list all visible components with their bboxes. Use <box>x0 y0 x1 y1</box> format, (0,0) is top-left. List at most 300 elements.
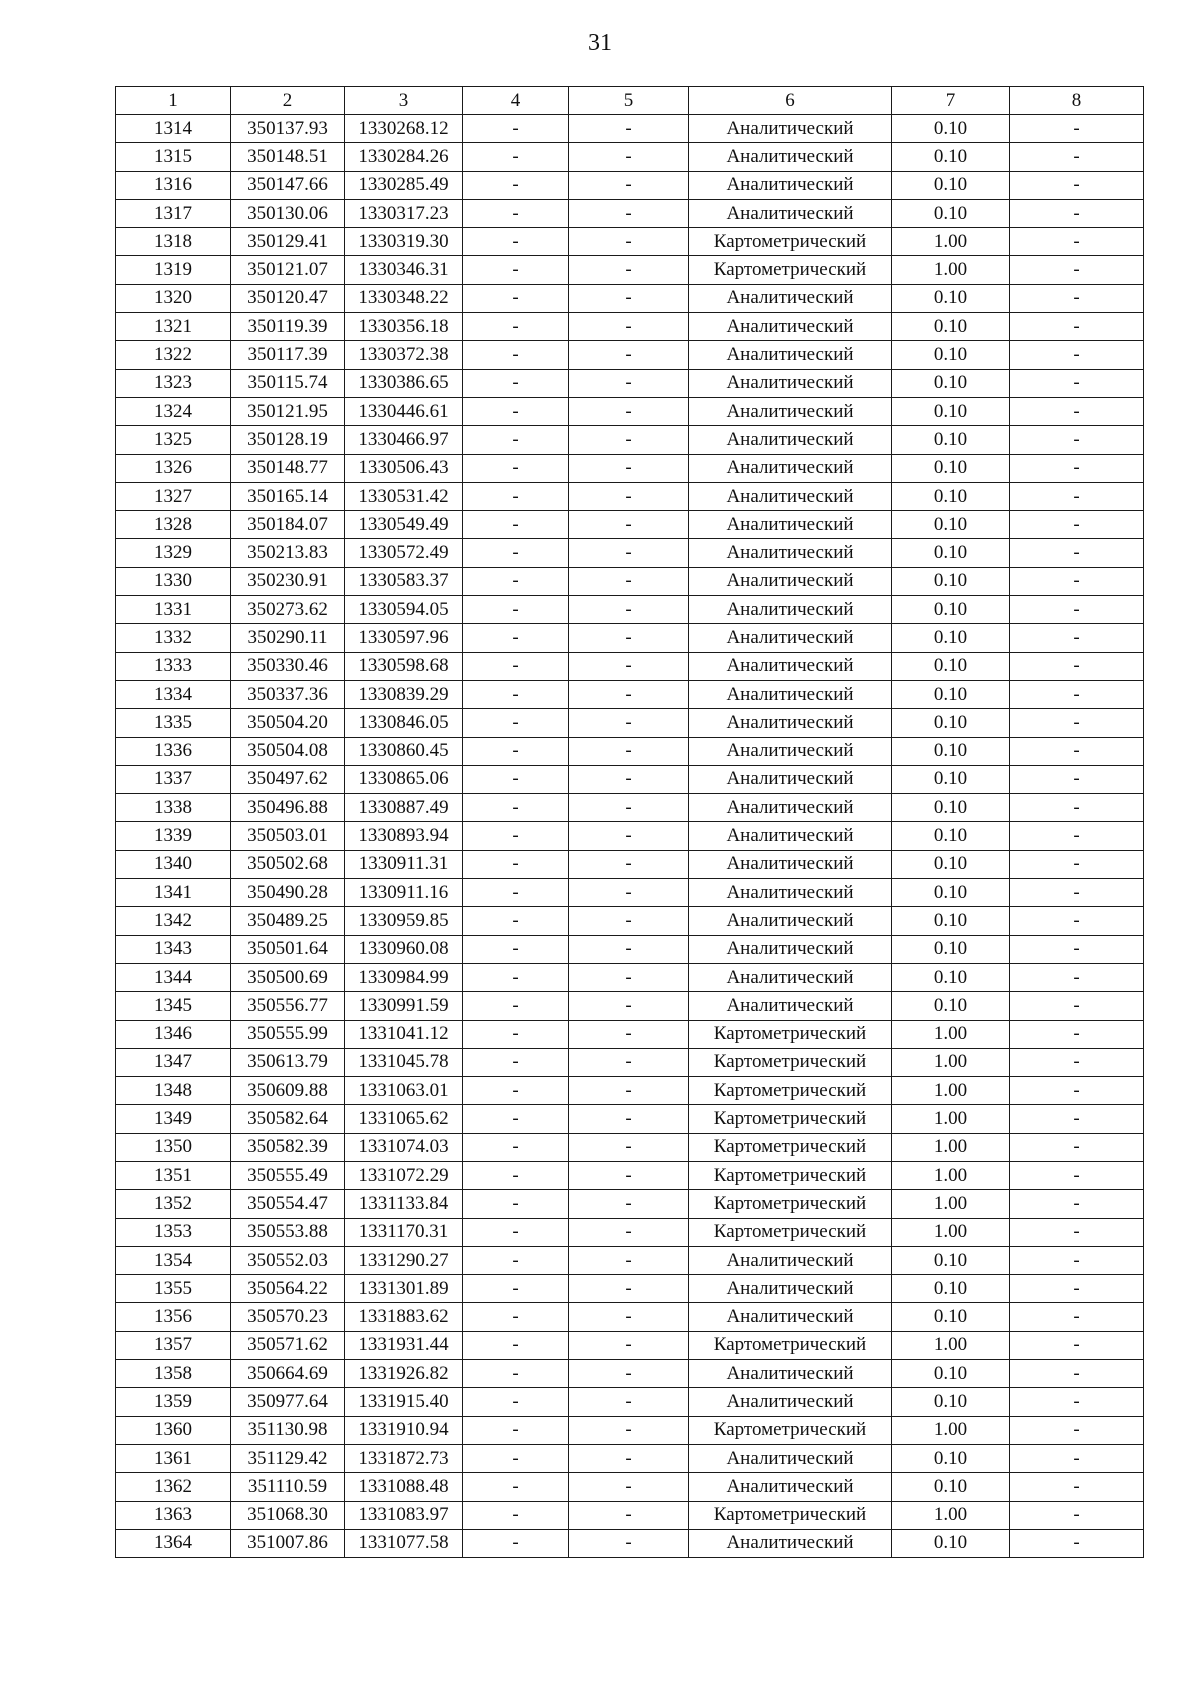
accuracy-cell: 0.10 <box>892 369 1010 397</box>
col4-cell: - <box>463 1303 569 1331</box>
y-coordinate-cell: 1331910.94 <box>345 1416 463 1444</box>
y-coordinate-cell: 1330960.08 <box>345 935 463 963</box>
y-coordinate-cell: 1331083.97 <box>345 1501 463 1529</box>
y-coordinate-cell: 1331301.89 <box>345 1275 463 1303</box>
table-row <box>116 115 1144 143</box>
col5-cell: - <box>569 115 689 143</box>
col5-cell: - <box>569 1444 689 1472</box>
y-coordinate-cell: 1330865.06 <box>345 765 463 793</box>
col4-cell: - <box>463 680 569 708</box>
method-cell: Аналитический <box>689 709 892 737</box>
y-coordinate-cell: 1330911.16 <box>345 879 463 907</box>
y-coordinate-cell: 1330991.59 <box>345 992 463 1020</box>
point-number-cell: 1315 <box>116 143 231 171</box>
accuracy-cell: 0.10 <box>892 313 1010 341</box>
y-coordinate-cell: 1330506.43 <box>345 454 463 482</box>
y-coordinate-cell: 1331045.78 <box>345 1048 463 1076</box>
x-coordinate-cell: 350582.64 <box>231 1105 345 1133</box>
col4-cell: - <box>463 652 569 680</box>
col4-cell: - <box>463 1020 569 1048</box>
accuracy-cell: 1.00 <box>892 256 1010 284</box>
y-coordinate-cell: 1331041.12 <box>345 1020 463 1048</box>
col8-cell: - <box>1010 596 1144 624</box>
method-cell: Картометрический <box>689 1190 892 1218</box>
method-cell: Картометрический <box>689 1133 892 1161</box>
col8-cell: - <box>1010 935 1144 963</box>
y-coordinate-cell: 1330893.94 <box>345 822 463 850</box>
accuracy-cell: 1.00 <box>892 1105 1010 1133</box>
point-number-cell: 1332 <box>116 624 231 652</box>
accuracy-cell: 1.00 <box>892 1133 1010 1161</box>
table-row <box>116 822 1144 850</box>
accuracy-cell: 1.00 <box>892 1161 1010 1189</box>
method-cell: Аналитический <box>689 794 892 822</box>
col5-cell: - <box>569 624 689 652</box>
col5-cell: - <box>569 963 689 991</box>
col5-cell: - <box>569 1331 689 1359</box>
method-cell: Картометрический <box>689 1105 892 1133</box>
accuracy-cell: 0.10 <box>892 539 1010 567</box>
x-coordinate-cell: 350213.83 <box>231 539 345 567</box>
col4-cell: - <box>463 199 569 227</box>
col8-cell: - <box>1010 1360 1144 1388</box>
table-row <box>116 1388 1144 1416</box>
point-number-cell: 1361 <box>116 1444 231 1472</box>
col8-cell: - <box>1010 1303 1144 1331</box>
accuracy-cell: 0.10 <box>892 1473 1010 1501</box>
col5-cell: - <box>569 567 689 595</box>
col4-cell: - <box>463 822 569 850</box>
table-row <box>116 1473 1144 1501</box>
accuracy-cell: 0.10 <box>892 709 1010 737</box>
col5-cell: - <box>569 1048 689 1076</box>
x-coordinate-cell: 350148.77 <box>231 454 345 482</box>
point-number-cell: 1359 <box>116 1388 231 1416</box>
table-row <box>116 284 1144 312</box>
y-coordinate-cell: 1330284.26 <box>345 143 463 171</box>
table-row <box>116 879 1144 907</box>
col5-cell: - <box>569 1473 689 1501</box>
accuracy-cell: 1.00 <box>892 1218 1010 1246</box>
x-coordinate-cell: 351068.30 <box>231 1501 345 1529</box>
y-coordinate-cell: 1330285.49 <box>345 171 463 199</box>
x-coordinate-cell: 350128.19 <box>231 426 345 454</box>
accuracy-cell: 0.10 <box>892 822 1010 850</box>
accuracy-cell: 1.00 <box>892 228 1010 256</box>
accuracy-cell: 0.10 <box>892 737 1010 765</box>
method-cell: Аналитический <box>689 369 892 397</box>
col8-cell: - <box>1010 624 1144 652</box>
accuracy-cell: 0.10 <box>892 482 1010 510</box>
method-cell: Аналитический <box>689 1360 892 1388</box>
x-coordinate-cell: 350147.66 <box>231 171 345 199</box>
col5-cell: - <box>569 1360 689 1388</box>
col5-cell: - <box>569 907 689 935</box>
col4-cell: - <box>463 1501 569 1529</box>
col4-cell: - <box>463 171 569 199</box>
accuracy-cell: 1.00 <box>892 1501 1010 1529</box>
col4-cell: - <box>463 1133 569 1161</box>
col5-cell: - <box>569 1388 689 1416</box>
x-coordinate-cell: 350120.47 <box>231 284 345 312</box>
method-cell: Аналитический <box>689 1444 892 1472</box>
table-body <box>116 115 1144 1558</box>
method-cell: Аналитический <box>689 482 892 510</box>
y-coordinate-cell: 1330594.05 <box>345 596 463 624</box>
col8-cell: - <box>1010 1133 1144 1161</box>
col5-cell: - <box>569 765 689 793</box>
y-coordinate-cell: 1330572.49 <box>345 539 463 567</box>
point-number-cell: 1320 <box>116 284 231 312</box>
col8-cell: - <box>1010 313 1144 341</box>
x-coordinate-cell: 350496.88 <box>231 794 345 822</box>
col5-cell: - <box>569 1246 689 1274</box>
col5-cell: - <box>569 199 689 227</box>
col4-cell: - <box>463 709 569 737</box>
point-number-cell: 1314 <box>116 115 231 143</box>
table-row <box>116 1218 1144 1246</box>
method-cell: Аналитический <box>689 596 892 624</box>
accuracy-cell: 0.10 <box>892 680 1010 708</box>
point-number-cell: 1316 <box>116 171 231 199</box>
table-row <box>116 1444 1144 1472</box>
point-number-cell: 1333 <box>116 652 231 680</box>
col4-cell: - <box>463 1388 569 1416</box>
x-coordinate-cell: 350121.95 <box>231 397 345 425</box>
table-row <box>116 171 1144 199</box>
y-coordinate-cell: 1331077.58 <box>345 1529 463 1557</box>
col5-cell: - <box>569 709 689 737</box>
table-row <box>116 228 1144 256</box>
column-header: 3 <box>345 87 463 115</box>
method-cell: Аналитический <box>689 171 892 199</box>
method-cell: Аналитический <box>689 879 892 907</box>
table-row <box>116 341 1144 369</box>
x-coordinate-cell: 350502.68 <box>231 850 345 878</box>
x-coordinate-cell: 350564.22 <box>231 1275 345 1303</box>
col4-cell: - <box>463 963 569 991</box>
column-header: 8 <box>1010 87 1144 115</box>
col4-cell: - <box>463 511 569 539</box>
table-row <box>116 1416 1144 1444</box>
method-cell: Картометрический <box>689 1048 892 1076</box>
table-row <box>116 369 1144 397</box>
table-row <box>116 313 1144 341</box>
accuracy-cell: 0.10 <box>892 397 1010 425</box>
method-cell: Картометрический <box>689 1416 892 1444</box>
accuracy-cell: 0.10 <box>892 935 1010 963</box>
accuracy-cell: 1.00 <box>892 1020 1010 1048</box>
col5-cell: - <box>569 992 689 1020</box>
col5-cell: - <box>569 228 689 256</box>
col5-cell: - <box>569 313 689 341</box>
col4-cell: - <box>463 765 569 793</box>
col8-cell: - <box>1010 1275 1144 1303</box>
y-coordinate-cell: 1330356.18 <box>345 313 463 341</box>
x-coordinate-cell: 350555.49 <box>231 1161 345 1189</box>
point-number-cell: 1321 <box>116 313 231 341</box>
point-number-cell: 1356 <box>116 1303 231 1331</box>
x-coordinate-cell: 350500.69 <box>231 963 345 991</box>
y-coordinate-cell: 1330839.29 <box>345 680 463 708</box>
y-coordinate-cell: 1330959.85 <box>345 907 463 935</box>
x-coordinate-cell: 350121.07 <box>231 256 345 284</box>
table-row <box>116 907 1144 935</box>
accuracy-cell: 0.10 <box>892 624 1010 652</box>
col5-cell: - <box>569 822 689 850</box>
col5-cell: - <box>569 1529 689 1557</box>
table-row <box>116 1020 1144 1048</box>
col8-cell: - <box>1010 992 1144 1020</box>
col4-cell: - <box>463 369 569 397</box>
point-number-cell: 1346 <box>116 1020 231 1048</box>
point-number-cell: 1349 <box>116 1105 231 1133</box>
y-coordinate-cell: 1331872.73 <box>345 1444 463 1472</box>
point-number-cell: 1345 <box>116 992 231 1020</box>
table-row <box>116 482 1144 510</box>
table-row <box>116 1246 1144 1274</box>
point-number-cell: 1355 <box>116 1275 231 1303</box>
method-cell: Картометрический <box>689 1020 892 1048</box>
method-cell: Аналитический <box>689 426 892 454</box>
y-coordinate-cell: 1330597.96 <box>345 624 463 652</box>
col5-cell: - <box>569 1133 689 1161</box>
point-number-cell: 1363 <box>116 1501 231 1529</box>
x-coordinate-cell: 350184.07 <box>231 511 345 539</box>
col8-cell: - <box>1010 143 1144 171</box>
y-coordinate-cell: 1331072.29 <box>345 1161 463 1189</box>
col8-cell: - <box>1010 567 1144 595</box>
point-number-cell: 1357 <box>116 1331 231 1359</box>
y-coordinate-cell: 1331088.48 <box>345 1473 463 1501</box>
point-number-cell: 1337 <box>116 765 231 793</box>
y-coordinate-cell: 1330317.23 <box>345 199 463 227</box>
table-row <box>116 765 1144 793</box>
point-number-cell: 1364 <box>116 1529 231 1557</box>
col4-cell: - <box>463 1529 569 1557</box>
y-coordinate-cell: 1330268.12 <box>345 115 463 143</box>
col4-cell: - <box>463 737 569 765</box>
point-number-cell: 1352 <box>116 1190 231 1218</box>
table-row <box>116 256 1144 284</box>
col8-cell: - <box>1010 907 1144 935</box>
col5-cell: - <box>569 284 689 312</box>
accuracy-cell: 0.10 <box>892 992 1010 1020</box>
accuracy-cell: 0.10 <box>892 284 1010 312</box>
method-cell: Аналитический <box>689 341 892 369</box>
x-coordinate-cell: 350230.91 <box>231 567 345 595</box>
col4-cell: - <box>463 482 569 510</box>
point-number-cell: 1347 <box>116 1048 231 1076</box>
col4-cell: - <box>463 794 569 822</box>
point-number-cell: 1354 <box>116 1246 231 1274</box>
accuracy-cell: 0.10 <box>892 596 1010 624</box>
method-cell: Картометрический <box>689 256 892 284</box>
col5-cell: - <box>569 256 689 284</box>
col5-cell: - <box>569 539 689 567</box>
accuracy-cell: 0.10 <box>892 1388 1010 1416</box>
col4-cell: - <box>463 426 569 454</box>
table-row <box>116 1077 1144 1105</box>
col4-cell: - <box>463 907 569 935</box>
accuracy-cell: 0.10 <box>892 1275 1010 1303</box>
method-cell: Аналитический <box>689 1388 892 1416</box>
col8-cell: - <box>1010 539 1144 567</box>
col4-cell: - <box>463 850 569 878</box>
method-cell: Картометрический <box>689 1501 892 1529</box>
point-number-cell: 1341 <box>116 879 231 907</box>
x-coordinate-cell: 351130.98 <box>231 1416 345 1444</box>
y-coordinate-cell: 1331931.44 <box>345 1331 463 1359</box>
y-coordinate-cell: 1331883.62 <box>345 1303 463 1331</box>
col4-cell: - <box>463 1360 569 1388</box>
x-coordinate-cell: 350117.39 <box>231 341 345 369</box>
col5-cell: - <box>569 171 689 199</box>
col8-cell: - <box>1010 284 1144 312</box>
col5-cell: - <box>569 426 689 454</box>
point-number-cell: 1339 <box>116 822 231 850</box>
x-coordinate-cell: 350556.77 <box>231 992 345 1020</box>
col8-cell: - <box>1010 1416 1144 1444</box>
point-number-cell: 1325 <box>116 426 231 454</box>
y-coordinate-cell: 1331133.84 <box>345 1190 463 1218</box>
col4-cell: - <box>463 256 569 284</box>
x-coordinate-cell: 350570.23 <box>231 1303 345 1331</box>
method-cell: Аналитический <box>689 680 892 708</box>
accuracy-cell: 0.10 <box>892 171 1010 199</box>
col4-cell: - <box>463 1218 569 1246</box>
method-cell: Картометрический <box>689 1331 892 1359</box>
x-coordinate-cell: 350504.20 <box>231 709 345 737</box>
accuracy-cell: 0.10 <box>892 567 1010 595</box>
col8-cell: - <box>1010 341 1144 369</box>
method-cell: Аналитический <box>689 1529 892 1557</box>
table-row <box>116 1161 1144 1189</box>
col4-cell: - <box>463 1416 569 1444</box>
page-number: 31 <box>588 30 612 56</box>
y-coordinate-cell: 1330372.38 <box>345 341 463 369</box>
point-number-cell: 1348 <box>116 1077 231 1105</box>
x-coordinate-cell: 350330.46 <box>231 652 345 680</box>
table-row <box>116 143 1144 171</box>
x-coordinate-cell: 350129.41 <box>231 228 345 256</box>
accuracy-cell: 0.10 <box>892 765 1010 793</box>
col5-cell: - <box>569 879 689 907</box>
point-number-cell: 1323 <box>116 369 231 397</box>
point-number-cell: 1353 <box>116 1218 231 1246</box>
method-cell: Аналитический <box>689 1275 892 1303</box>
method-cell: Аналитический <box>689 737 892 765</box>
col8-cell: - <box>1010 709 1144 737</box>
point-number-cell: 1336 <box>116 737 231 765</box>
table-row <box>116 397 1144 425</box>
method-cell: Аналитический <box>689 652 892 680</box>
col8-cell: - <box>1010 397 1144 425</box>
point-number-cell: 1343 <box>116 935 231 963</box>
table-row <box>116 539 1144 567</box>
x-coordinate-cell: 350497.62 <box>231 765 345 793</box>
col8-cell: - <box>1010 1161 1144 1189</box>
y-coordinate-cell: 1331170.31 <box>345 1218 463 1246</box>
x-coordinate-cell: 350489.25 <box>231 907 345 935</box>
point-number-cell: 1342 <box>116 907 231 935</box>
col8-cell: - <box>1010 652 1144 680</box>
col4-cell: - <box>463 1275 569 1303</box>
col5-cell: - <box>569 1190 689 1218</box>
col5-cell: - <box>569 935 689 963</box>
y-coordinate-cell: 1330846.05 <box>345 709 463 737</box>
col4-cell: - <box>463 1048 569 1076</box>
table-row <box>116 1133 1144 1161</box>
column-header: 1 <box>116 87 231 115</box>
x-coordinate-cell: 350490.28 <box>231 879 345 907</box>
x-coordinate-cell: 350552.03 <box>231 1246 345 1274</box>
y-coordinate-cell: 1331926.82 <box>345 1360 463 1388</box>
x-coordinate-cell: 350977.64 <box>231 1388 345 1416</box>
y-coordinate-cell: 1330386.65 <box>345 369 463 397</box>
col8-cell: - <box>1010 199 1144 227</box>
col5-cell: - <box>569 652 689 680</box>
col4-cell: - <box>463 1161 569 1189</box>
table-row <box>116 624 1144 652</box>
y-coordinate-cell: 1331915.40 <box>345 1388 463 1416</box>
column-header: 7 <box>892 87 1010 115</box>
col8-cell: - <box>1010 1501 1144 1529</box>
accuracy-cell: 0.10 <box>892 199 1010 227</box>
col5-cell: - <box>569 397 689 425</box>
table-row <box>116 1105 1144 1133</box>
table-row <box>116 426 1144 454</box>
col4-cell: - <box>463 143 569 171</box>
col4-cell: - <box>463 539 569 567</box>
col5-cell: - <box>569 680 689 708</box>
accuracy-cell: 0.10 <box>892 426 1010 454</box>
accuracy-cell: 1.00 <box>892 1048 1010 1076</box>
x-coordinate-cell: 350609.88 <box>231 1077 345 1105</box>
table-row <box>116 1331 1144 1359</box>
method-cell: Картометрический <box>689 1218 892 1246</box>
x-coordinate-cell: 350501.64 <box>231 935 345 963</box>
col4-cell: - <box>463 879 569 907</box>
table-row <box>116 1275 1144 1303</box>
col4-cell: - <box>463 284 569 312</box>
col4-cell: - <box>463 596 569 624</box>
y-coordinate-cell: 1330911.31 <box>345 850 463 878</box>
y-coordinate-cell: 1330860.45 <box>345 737 463 765</box>
method-cell: Аналитический <box>689 539 892 567</box>
accuracy-cell: 0.10 <box>892 454 1010 482</box>
col8-cell: - <box>1010 1020 1144 1048</box>
accuracy-cell: 0.10 <box>892 1529 1010 1557</box>
col8-cell: - <box>1010 369 1144 397</box>
col8-cell: - <box>1010 680 1144 708</box>
x-coordinate-cell: 350664.69 <box>231 1360 345 1388</box>
col4-cell: - <box>463 1105 569 1133</box>
method-cell: Аналитический <box>689 907 892 935</box>
col5-cell: - <box>569 143 689 171</box>
x-coordinate-cell: 351110.59 <box>231 1473 345 1501</box>
accuracy-cell: 0.10 <box>892 341 1010 369</box>
y-coordinate-cell: 1331065.62 <box>345 1105 463 1133</box>
method-cell: Аналитический <box>689 1246 892 1274</box>
col8-cell: - <box>1010 1529 1144 1557</box>
table-row <box>116 1048 1144 1076</box>
point-number-cell: 1334 <box>116 680 231 708</box>
col5-cell: - <box>569 1303 689 1331</box>
table-row <box>116 1303 1144 1331</box>
col8-cell: - <box>1010 454 1144 482</box>
x-coordinate-cell: 350613.79 <box>231 1048 345 1076</box>
